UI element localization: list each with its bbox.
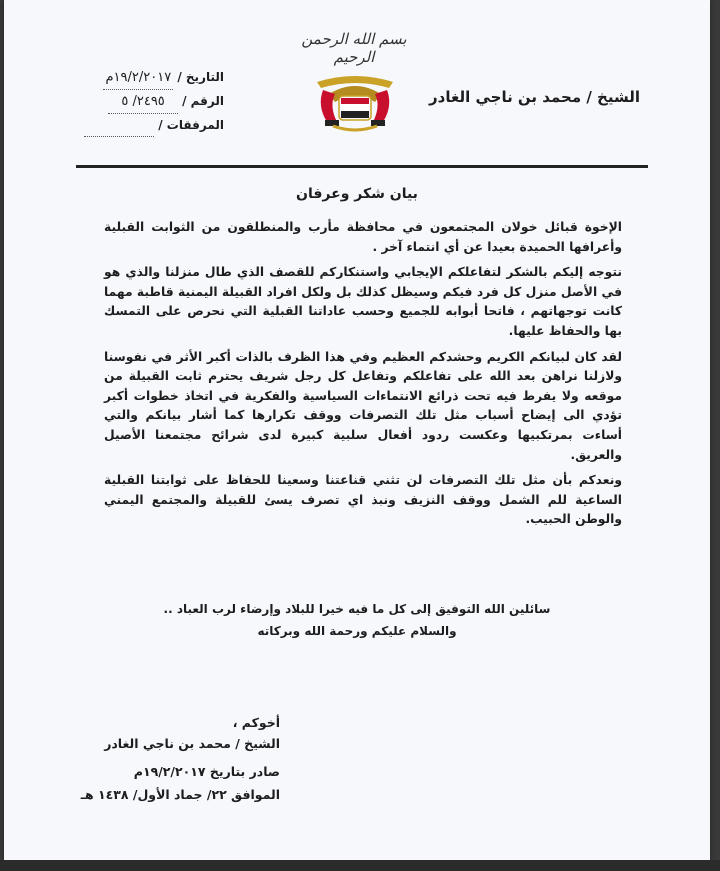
body-paragraph: لقد كان لبيانكم الكريم وحشدكم العظيم وفي هذا الظرف بالذات أكبر الأثر في نفوسنا ولازلنا نراهن بعد الله على تفاعلكم وتفاعل كل رجل شريف يحترم ثابت القبيلة من موقعه ولا يفرط فيه تحت ذرائع الانتماءات السياسية والفكرية في اتخاذ خطوات أكبر تؤدي الى إيضاح أسباب مثل تلك التصرفات ووقف تكرارها كما أشار بيانكم والتي أساءت بمرتكبيها وعكست ردود أفعال سلبية كبيرة لدى شرائح مجتمعنا الأصيل والعريق. xyxy=(104,349,622,462)
date-value: ١٩/٢/٢٠١٧م xyxy=(103,66,173,90)
attachments-row xyxy=(64,114,224,137)
letter-body xyxy=(104,218,622,536)
issued-date: صادر بتاريخ ١٩/٢/٢٠١٧م xyxy=(133,764,280,779)
signature-block xyxy=(81,712,280,805)
hijri-date: الموافق ٢٢/ جماد الأول/ ١٤٣٨ هـ xyxy=(80,787,280,802)
letter-page xyxy=(4,0,710,860)
basmala-calligraphy: بسم الله الرحمن الرحيم xyxy=(301,30,407,66)
closing-line: والسلام عليكم ورحمة الله وبركاته xyxy=(257,624,457,638)
letter-title: بيان شكر وعرفان xyxy=(296,186,418,202)
header-divider xyxy=(76,165,648,168)
number-value: ٢٤٩٥/ ٥ xyxy=(108,90,178,114)
date-label: التاريخ / xyxy=(177,70,224,84)
letter-closing xyxy=(4,598,710,642)
bottom-border xyxy=(0,860,720,871)
attachments-value xyxy=(84,114,154,137)
closing-line: سائلين الله التوفيق إلى كل ما فيه خيرا للبلاد وإرضاء لرب العباد .. xyxy=(163,602,551,616)
body-paragraph: نتوجه إليكم بالشكر لتفاعلكم الإيجابي واستنكاركم للقصف الذي طال منزلنا والذي هو في الأصل منزل كل فرد فيكم وسيظل كذلك بل ولكل افراد القبيلة اليمنية قاطبة مهما كانت توجهاتهم ، فاتحا أبوابه للجميع وحسب عاداتنا القبلية التي نحرص على التمسك بها والحفاظ عليها. xyxy=(104,265,622,338)
attachments-label: المرفقات / xyxy=(158,118,224,132)
date-row xyxy=(64,66,224,90)
letterhead-sheikh-name: الشيخ / محمد بن ناجي الغادر xyxy=(429,88,640,106)
body-paragraph: الإخوة قبائل خولان المجتمعون في محافظة مأرب والمنطلقون من الثوابت القبلية وأعرافها الحميدة بعيدا عن أي انتماء آخر . xyxy=(104,220,622,254)
number-label: الرقم / xyxy=(182,94,224,108)
yemen-emblem-icon xyxy=(309,72,401,134)
signature-name: الشيخ / محمد بن ناجي الغادر xyxy=(104,736,280,751)
body-paragraph: ونعدكم بأن مثل تلك التصرفات لن تثني قناعتنا وسعينا للحفاظ على ثوابتنا القبلية الساعية للم الشمل ووقف النزيف ونبذ اي تصرف يسئ للقبيلة والمجتمع اليمني والوطن الحبيب. xyxy=(104,473,622,527)
letter-meta xyxy=(64,66,224,137)
signature-brothers: أخوكم ، xyxy=(232,715,280,730)
number-row xyxy=(64,90,224,114)
